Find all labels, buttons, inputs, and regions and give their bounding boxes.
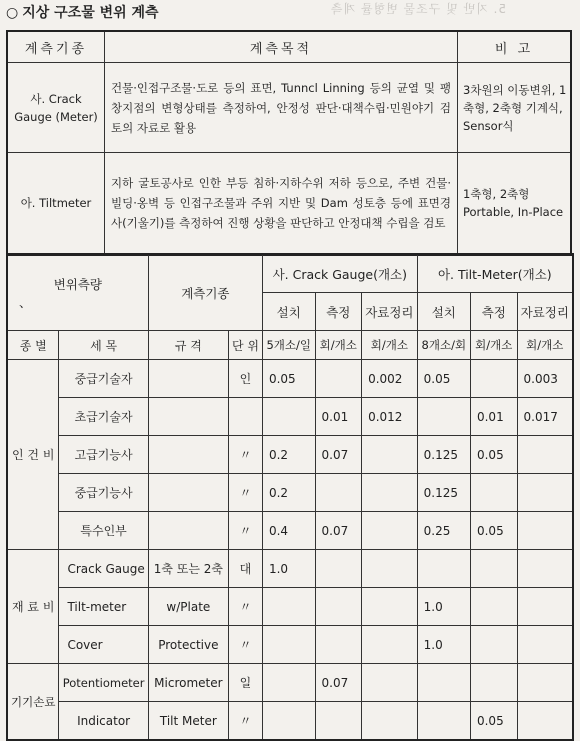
header-measure: 측정 (470, 293, 517, 331)
spec-cell (148, 512, 228, 550)
value-cell (517, 626, 573, 664)
value-cell (517, 702, 573, 741)
table-row (7, 436, 573, 474)
table-row (7, 664, 573, 702)
value-cell: 0.003 (517, 360, 573, 398)
unit-cell (228, 398, 262, 436)
value-cell (417, 398, 470, 436)
value-cell (362, 436, 418, 474)
value-cell: 0.05 (262, 360, 315, 398)
value-cell (362, 664, 418, 702)
value-cell: 0.07 (315, 436, 362, 474)
group-label-materials: 재 료 비 (7, 550, 59, 664)
header-tilt-meter-group: 아. Tilt-Meter(개소) (417, 254, 573, 293)
spec-cell: Protective (148, 626, 228, 664)
header-install: 설치 (417, 293, 470, 331)
item-cell: Indicator (59, 702, 148, 741)
value-cell: 0.07 (315, 664, 362, 702)
label-category: 종 별 (7, 331, 59, 360)
item-cell: 초급기술자 (59, 398, 148, 436)
group-label-labor: 인 건 비 (7, 360, 59, 550)
value-cell (517, 588, 573, 626)
value-cell: 0.2 (262, 474, 315, 512)
item-cell: 중급기능사 (59, 474, 148, 512)
purpose-cell: 지하 굴토공사로 인한 부등 침하·지하수위 저하 등으로, 주변 건물·빌딩·옹벽 등 인접구조물과 주위 지반 및 Dam 성토층 등에 표면경사(기울기)를 측정하여 진행 상황을 판단하고 안정대책 수립을 검토 (105, 153, 458, 255)
value-cell (470, 550, 517, 588)
value-cell (417, 702, 470, 741)
header-data-processing: 자료정리 (517, 293, 573, 331)
value-cell: 0.002 (362, 360, 418, 398)
device-cell: 아. Tiltmeter (7, 153, 105, 255)
value-cell (315, 550, 362, 588)
value-cell (517, 474, 573, 512)
table-row (7, 360, 573, 398)
item-cell: Cover (59, 626, 148, 664)
spec-cell (148, 398, 228, 436)
note-cell: 1축형, 2축형 Portable, In-Place (458, 153, 572, 255)
label-rate: 5개소/일 (262, 331, 315, 360)
unit-cell: 〃 (228, 702, 262, 741)
header-crack-gauge-group: 사. Crack Gauge(개소) (262, 254, 417, 293)
header-device-type: 계측기종 (148, 254, 262, 331)
table1-header-purpose: 계측목적 (105, 31, 458, 63)
value-cell: 1.0 (262, 550, 315, 588)
value-cell: 0.01 (470, 398, 517, 436)
table-row (7, 588, 573, 626)
group-label-equipment: 기기손료 (7, 664, 59, 741)
cost-breakdown-table (6, 253, 574, 741)
value-cell (315, 588, 362, 626)
value-cell (262, 398, 315, 436)
header-measure: 측정 (315, 293, 362, 331)
header-sub-mark: 、 (19, 294, 32, 310)
value-cell (517, 664, 573, 702)
table1-header-device: 계측기종 (7, 31, 105, 63)
header-install: 설치 (262, 293, 315, 331)
value-cell (362, 474, 418, 512)
header-displacement (7, 254, 148, 331)
spec-cell: w/Plate (148, 588, 228, 626)
value-cell (262, 702, 315, 741)
item-cell: Crack Gauge (59, 550, 148, 588)
spec-cell (148, 360, 228, 398)
instrument-purpose-table (6, 30, 572, 256)
value-cell (470, 626, 517, 664)
value-cell: 0.07 (315, 512, 362, 550)
unit-cell: 대 (228, 550, 262, 588)
value-cell (362, 550, 418, 588)
table-row (7, 474, 573, 512)
value-cell: 0.01 (315, 398, 362, 436)
table1-row-tiltmeter (7, 153, 571, 255)
label-spec: 규 격 (148, 331, 228, 360)
value-cell (362, 702, 418, 741)
header-row-1 (7, 254, 573, 293)
value-cell (417, 550, 470, 588)
label-rate: 회/개소 (362, 331, 418, 360)
header-main-label: 변위측량 (53, 276, 103, 292)
value-cell: 0.017 (517, 398, 573, 436)
value-cell (362, 626, 418, 664)
table-row (7, 702, 573, 741)
label-rate: 회/개소 (470, 331, 517, 360)
value-cell: 0.012 (362, 398, 418, 436)
spec-cell (148, 474, 228, 512)
label-rate: 8개소/회 (417, 331, 470, 360)
value-cell (470, 664, 517, 702)
unit-cell: 〃 (228, 512, 262, 550)
unit-cell: 〃 (228, 588, 262, 626)
value-cell: 0.05 (470, 436, 517, 474)
note-cell: 3차원의 이동변위, 1축형, 2축형 기계식, Sensor식 (458, 63, 572, 153)
value-cell: 0.05 (470, 512, 517, 550)
value-cell (262, 626, 315, 664)
value-cell (315, 474, 362, 512)
value-cell: 0.125 (417, 436, 470, 474)
value-cell (262, 588, 315, 626)
spec-cell: Tilt Meter (148, 702, 228, 741)
value-cell: 0.125 (417, 474, 470, 512)
label-detail: 세 목 (59, 331, 148, 360)
section-title-text: 지상 구조물 변위 계측 (22, 5, 159, 21)
section-title (6, 2, 159, 22)
table-row (7, 626, 573, 664)
table-row (7, 512, 573, 550)
value-cell (417, 664, 470, 702)
table-row (7, 398, 573, 436)
value-cell: 1.0 (417, 588, 470, 626)
device-cell: 사. Crack Gauge (Meter) (7, 63, 105, 153)
value-cell: 0.2 (262, 436, 315, 474)
label-rate: 회/개소 (315, 331, 362, 360)
purpose-cell: 건물·인접구조물·도로 등의 표면, Tunncl Linning 등의 균열 및 팽창지점의 변형상태를 측정하여, 안정성 판단·대책수립·민원야기 검토의 자료로 활용 (105, 63, 458, 153)
value-cell (470, 588, 517, 626)
table1-row-crack-gauge (7, 63, 571, 153)
value-cell (362, 512, 418, 550)
item-cell: Tilt-meter (59, 588, 148, 626)
value-cell (362, 588, 418, 626)
value-cell (470, 474, 517, 512)
item-cell: 고급기능사 (59, 436, 148, 474)
table1-header-row (7, 31, 571, 63)
value-cell (315, 360, 362, 398)
value-cell: 0.25 (417, 512, 470, 550)
bleed-through-heading: 5. 지반 및 구조물 변형률 계측 (330, 2, 507, 16)
unit-cell: 인 (228, 360, 262, 398)
value-cell: 0.05 (470, 702, 517, 741)
unit-cell: 〃 (228, 626, 262, 664)
unit-cell: 〃 (228, 436, 262, 474)
table1-header-note: 비 고 (458, 31, 572, 63)
value-cell (517, 436, 573, 474)
unit-cell: 〃 (228, 474, 262, 512)
value-cell: 1.0 (417, 626, 470, 664)
value-cell (517, 512, 573, 550)
unit-cell: 일 (228, 664, 262, 702)
table-row (7, 550, 573, 588)
item-cell: 특수인부 (59, 512, 148, 550)
spec-cell (148, 436, 228, 474)
value-cell: 0.4 (262, 512, 315, 550)
item-cell: Potentiometer (59, 664, 148, 702)
label-unit: 단 위 (228, 331, 262, 360)
value-cell: 0.05 (417, 360, 470, 398)
spec-cell: 1축 또는 2축 (148, 550, 228, 588)
spec-cell: Micrometer (148, 664, 228, 702)
column-label-row (7, 331, 573, 360)
item-cell: 중급기술자 (59, 360, 148, 398)
label-rate: 회/개소 (517, 331, 573, 360)
value-cell (470, 360, 517, 398)
header-data-processing: 자료정리 (362, 293, 418, 331)
value-cell (315, 702, 362, 741)
value-cell (517, 550, 573, 588)
circle-bullet-icon: ○ (6, 5, 19, 21)
value-cell (315, 626, 362, 664)
value-cell (262, 664, 315, 702)
